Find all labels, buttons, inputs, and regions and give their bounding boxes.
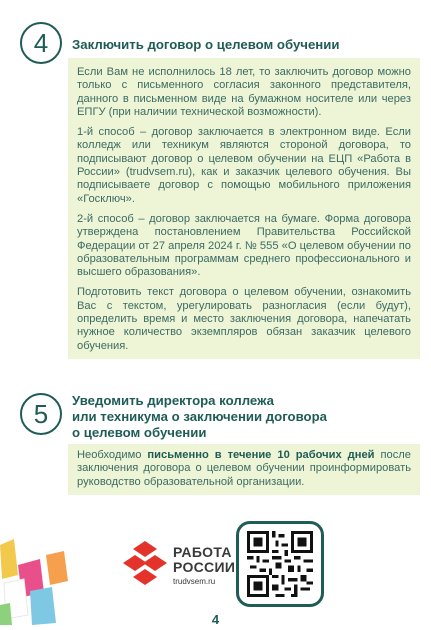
rabota-rossii-logo-icon: [123, 539, 173, 587]
qr-code-icon: [247, 531, 313, 597]
step-4-number-badge: 4: [20, 22, 62, 64]
step-4-title: Заключить договор о целевом обучении: [72, 37, 340, 52]
logo-line-2: РОССИИ: [173, 559, 236, 575]
step-5-title-line-2: или техникума о заключении договора: [72, 409, 327, 424]
step-5-text-bold: письменно в течение 10 рабочих дней: [147, 449, 375, 461]
step-4-paragraph-2: 1-й способ – договор заключается в электронном виде. Если колледж или техникум являются стороной договора, то подписывают договор о целевом обучении на ЕЦП «Работа в России» (trudvsem.ru), как и заказчик целевого обучения. Вы подписываете договор с помощью мобильного приложения «Госключ».: [77, 126, 411, 205]
step-5-paragraph: [77, 449, 411, 489]
step-5-text-before: Необходимо: [77, 449, 148, 461]
step-5-text-after: после заключения договора о целевом обучении проинформировать руководство образовательной организации.: [77, 449, 411, 488]
qr-code-frame: [236, 521, 324, 607]
logo-line-1: РАБОТА: [173, 544, 232, 560]
step-5-title-line-3: о целевом обучении: [72, 425, 207, 440]
step-4-paragraph-1: Если Вам не исполнилось 18 лет, то заключить договор можно только с письменного согласия законного представителя, данного в письменном виде на бумажном носителе или через ЕПГУ (при наличии технической возможности).: [77, 66, 411, 118]
step-5-number-badge: 5: [20, 393, 62, 435]
step-5-title-line-1: Уведомить директора коллежа: [72, 393, 274, 408]
page-number: 4: [211, 612, 220, 627]
step-5-panel: [68, 444, 420, 495]
step-5-title: [72, 393, 327, 441]
logo-wordmark: [173, 545, 235, 575]
logo-url: trudvsem.ru: [173, 577, 216, 586]
step-4-panel: [68, 58, 420, 359]
step-4-paragraph-3: 2-й способ – договор заключается на бумаге. Форма договора утверждена постановлением Правительства Российской Федерации от 27 апреля 2024 г. № 555 «О целевом обучении по образовательным программам среднего профессионального и высшего образования».: [77, 212, 411, 279]
step-4-paragraph-4: Подготовить текст договора о целевом обучении, ознакомить Вас с текстом, урегулировать разногласия (если будут), определить время и место заключения договора, напечатать нужное количество экземпляров обязан заказчик целевого обучения.: [77, 286, 411, 352]
